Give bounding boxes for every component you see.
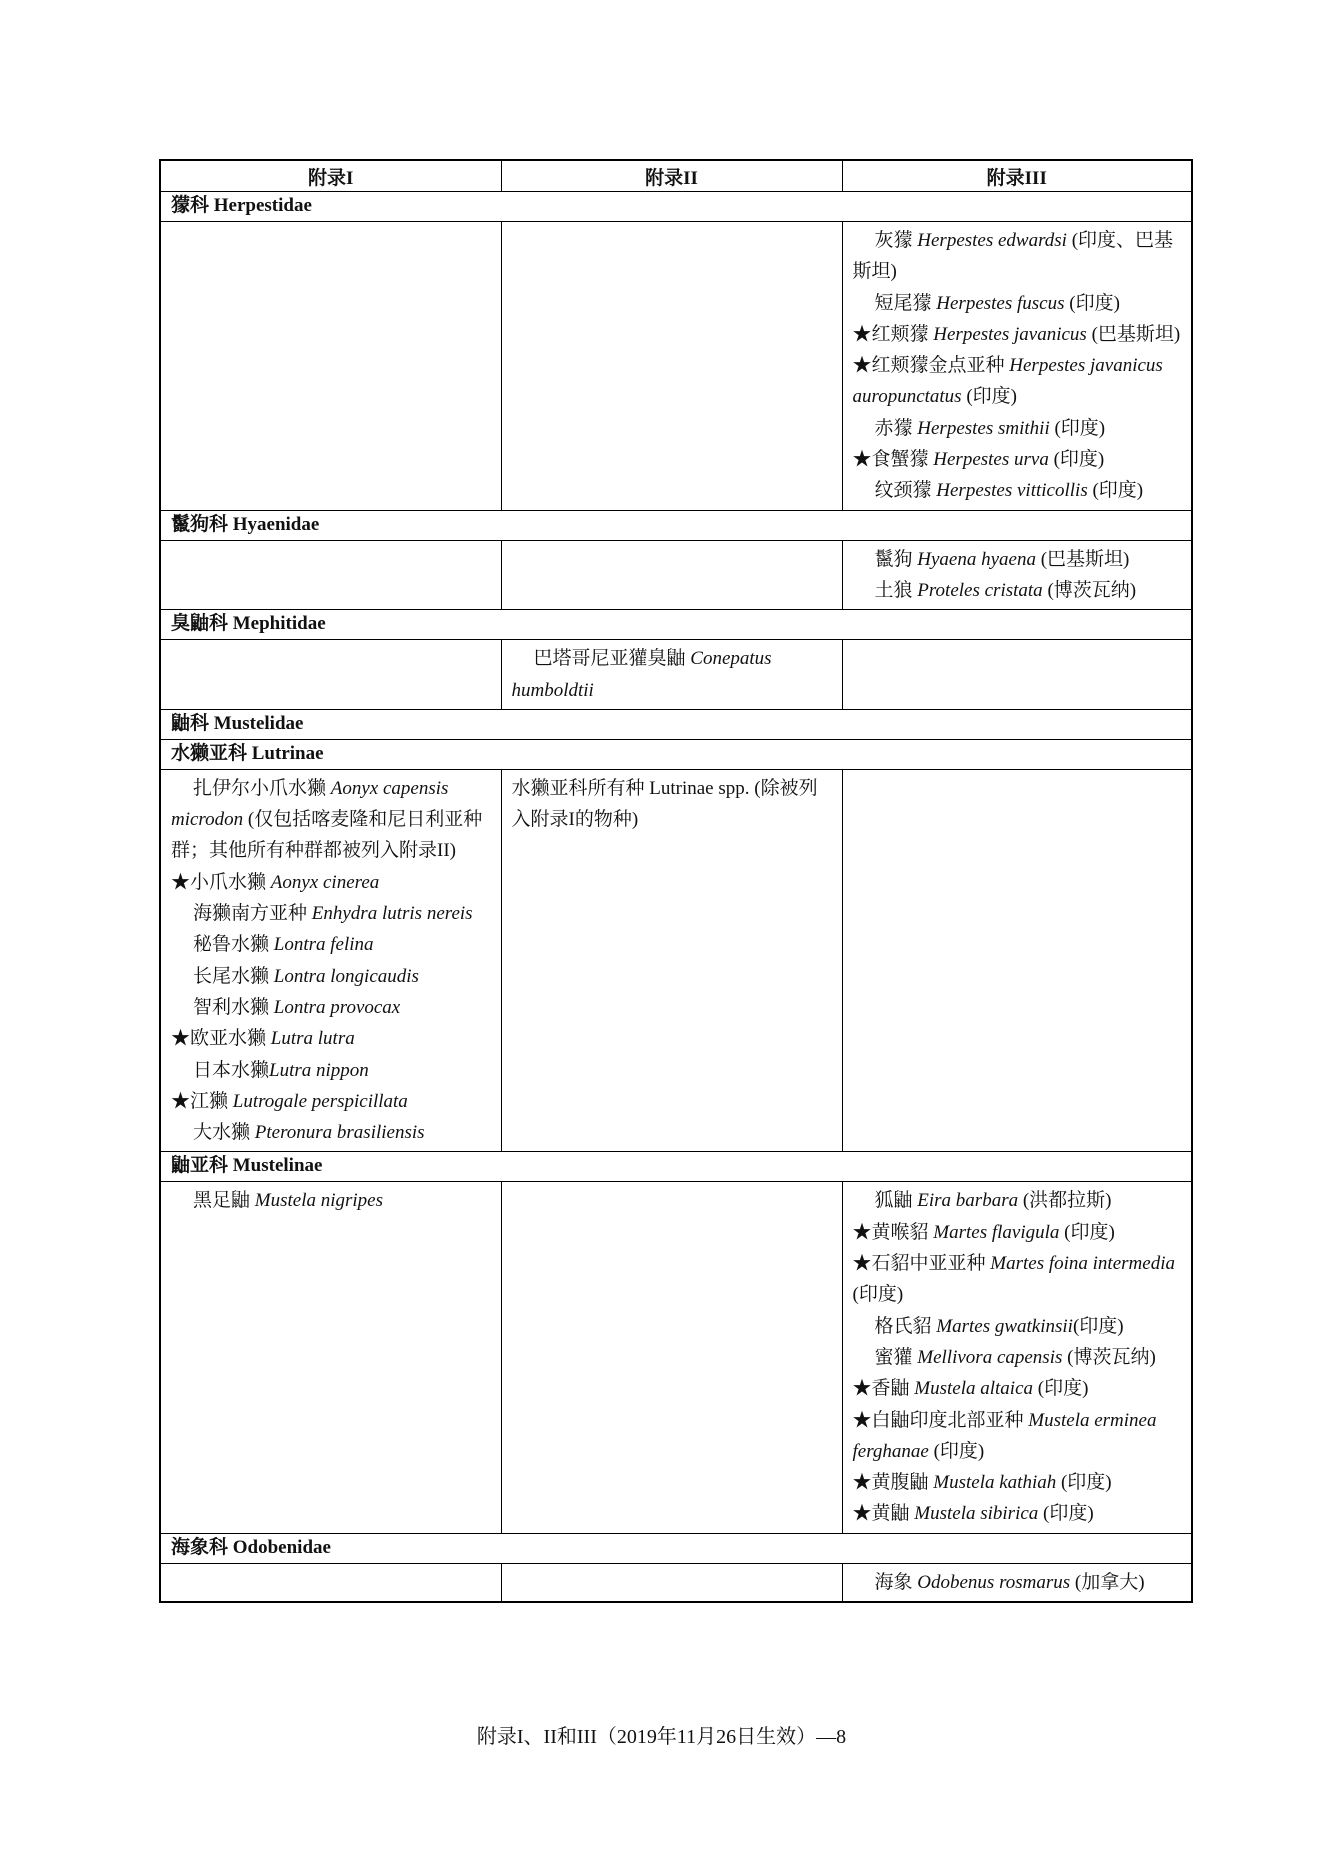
header-row xyxy=(160,160,1192,192)
species-entry xyxy=(171,898,491,929)
species-note: (印度) xyxy=(1033,1378,1089,1400)
species-scientific-name: Martes flavigula xyxy=(933,1221,1060,1243)
species-scientific-name: Aonyx cinerea xyxy=(270,871,380,893)
species-entry xyxy=(171,1055,491,1086)
species-entry xyxy=(171,867,491,898)
subfamily-lutrinae-row xyxy=(160,739,1192,769)
species-scientific-name: Lutrogale perspicillata xyxy=(232,1090,408,1112)
species-scientific-name: Odobenus rosmarus xyxy=(917,1571,1071,1593)
species-note: (巴基斯坦) xyxy=(1035,548,1130,570)
species-entry xyxy=(853,319,1182,350)
species-entry xyxy=(853,575,1182,606)
species-scientific-name: Mellivora capensis xyxy=(917,1346,1063,1368)
species-entry xyxy=(171,1086,491,1117)
species-common-name: 黑足鼬 xyxy=(193,1190,255,1212)
species-entry xyxy=(171,992,491,1023)
species-row xyxy=(160,222,1192,511)
species-note: (印度) xyxy=(1072,1315,1124,1337)
appendix-ii-cell xyxy=(501,640,842,710)
species-scientific-name: Eira barbara xyxy=(917,1190,1019,1212)
species-entry xyxy=(853,1498,1182,1529)
appendix-i-cell xyxy=(160,1563,501,1602)
header-appendix-ii: 附录II xyxy=(501,160,842,192)
appendix-i-cell xyxy=(160,1182,501,1533)
species-common-name: 智利水獭 xyxy=(193,996,274,1018)
species-note: (印度) xyxy=(1056,1472,1112,1494)
taxon-heading: 鼬亚科 Mustelinae xyxy=(160,1152,1192,1182)
species-entry xyxy=(853,413,1182,444)
species-scientific-name: Lutra nippon xyxy=(269,1059,369,1081)
species-common-name: 格氏貂 xyxy=(874,1315,937,1337)
species-entry xyxy=(853,225,1182,288)
species-entry xyxy=(853,1311,1182,1342)
species-entry xyxy=(853,544,1182,575)
species-row xyxy=(160,1182,1192,1533)
species-note: (印度、巴基斯坦) xyxy=(852,230,1174,283)
species-common-name: ★红颊獴 xyxy=(852,323,934,345)
species-scientific-name: Enhydra lutris nereis xyxy=(311,903,473,925)
species-entry xyxy=(853,1373,1182,1404)
species-entry xyxy=(853,1217,1182,1248)
species-scientific-name: Herpestes smithii xyxy=(917,417,1050,439)
species-note: (印度) xyxy=(1049,417,1106,439)
family-herpestidae-row xyxy=(160,192,1192,222)
species-note: (印度) xyxy=(961,386,1017,408)
species-entry xyxy=(171,1023,491,1054)
taxon-heading: 鼬科 Mustelidae xyxy=(160,709,1192,739)
appendix-i-cell xyxy=(160,540,501,610)
species-entry xyxy=(853,475,1182,506)
appendix-iii-cell xyxy=(842,640,1192,710)
species-note: (洪都拉斯) xyxy=(1018,1190,1112,1212)
species-entry xyxy=(853,444,1182,475)
taxon-heading: 水獭亚科 Lutrinae xyxy=(160,739,1192,769)
species-common-name: 赤獴 xyxy=(874,417,918,439)
species-common-name: 灰獴 xyxy=(874,230,918,251)
cites-appendix-table xyxy=(159,159,1193,1603)
species-common-name: ★黄腹鼬 xyxy=(852,1472,934,1494)
species-scientific-name: Mustela erminea ferghanae xyxy=(852,1409,1157,1462)
species-entry xyxy=(171,929,491,960)
species-row xyxy=(160,769,1192,1152)
species-scientific-name: Lontra felina xyxy=(273,934,374,956)
subfamily-mustelinae-row xyxy=(160,1152,1192,1182)
species-common-name: ★食蟹獴 xyxy=(852,449,934,471)
species-note: (印度) xyxy=(1048,449,1105,471)
family-mustelidae-row xyxy=(160,709,1192,739)
appendix-ii-cell xyxy=(501,222,842,511)
species-scientific-name: Lontra provocax xyxy=(273,996,401,1018)
species-common-name: ★白鼬印度北部亚种 xyxy=(852,1409,1029,1431)
species-note: (巴基斯坦) xyxy=(1086,323,1181,345)
species-note: (印度) xyxy=(1038,1503,1094,1525)
species-common-name: 海獭南方亚种 xyxy=(193,903,312,925)
species-scientific-name: Herpestes javanicus xyxy=(933,323,1087,345)
species-entry xyxy=(171,1117,491,1148)
taxon-heading: 鬣狗科 Hyaenidae xyxy=(160,510,1192,540)
species-common-name: 短尾獴 xyxy=(874,292,937,314)
species-common-name: 狐鼬 xyxy=(874,1190,918,1212)
species-row xyxy=(160,540,1192,610)
species-entry xyxy=(171,773,491,867)
species-entry xyxy=(171,961,491,992)
species-common-name: ★小爪水獭 xyxy=(171,871,271,893)
appendix-i-cell xyxy=(160,769,501,1152)
species-common-name: ★欧亚水獭 xyxy=(171,1028,271,1050)
family-hyaenidae-row xyxy=(160,510,1192,540)
species-common-name: 大水獭 xyxy=(193,1122,255,1144)
species-note: (印度) xyxy=(1087,480,1144,502)
species-common-name: ★黄鼬 xyxy=(852,1503,915,1525)
species-note: (加拿大) xyxy=(1070,1571,1145,1593)
species-entry xyxy=(853,1567,1182,1598)
header-appendix-iii: 附录III xyxy=(842,160,1192,192)
species-entry xyxy=(512,643,832,706)
species-common-name: ★香鼬 xyxy=(852,1378,915,1400)
species-common-name: 蜜獾 xyxy=(874,1346,918,1368)
species-scientific-name: Mustela altaica xyxy=(914,1378,1033,1400)
species-note: (博茨瓦纳) xyxy=(1042,579,1137,601)
appendix-ii-cell xyxy=(501,1182,842,1533)
table-body xyxy=(160,192,1192,1602)
appendix-iii-cell xyxy=(842,1563,1192,1602)
species-scientific-name: Hyaena hyaena xyxy=(917,548,1036,570)
species-row xyxy=(160,640,1192,710)
species-note: (印度) xyxy=(1064,292,1120,314)
appendix-i-cell xyxy=(160,222,501,511)
species-common-name: 扎伊尔小爪水獭 xyxy=(193,777,331,799)
species-scientific-name: Aonyx capensis microdon xyxy=(171,777,449,831)
taxon-heading: 獴科 Herpestidae xyxy=(160,192,1192,222)
species-common-name: ★江獭 xyxy=(171,1090,233,1112)
appendix-iii-cell xyxy=(842,222,1192,511)
species-common-name: 海象 xyxy=(874,1571,918,1593)
species-common-name: 鬣狗 xyxy=(874,548,918,570)
species-note: (博茨瓦纳) xyxy=(1062,1346,1156,1368)
species-scientific-name: Herpestes javanicus auropunctatus xyxy=(852,355,1163,408)
species-scientific-name: Mustela kathiah xyxy=(933,1472,1057,1494)
species-scientific-name: Herpestes fuscus xyxy=(936,292,1065,314)
species-entry xyxy=(512,773,832,836)
species-entry xyxy=(853,1185,1182,1216)
species-note: (印度) xyxy=(852,1284,904,1306)
species-entry xyxy=(171,1185,491,1216)
species-scientific-name: Herpestes urva xyxy=(933,449,1049,471)
family-odobenidae-row xyxy=(160,1533,1192,1563)
species-entry xyxy=(853,1405,1182,1468)
species-common-name: 纹颈獴 xyxy=(874,480,937,502)
species-common-name: 秘鲁水獭 xyxy=(193,934,274,956)
header-appendix-i: 附录I xyxy=(160,160,501,192)
species-entry xyxy=(853,288,1182,319)
species-note: (印度) xyxy=(1059,1221,1115,1243)
species-note: (印度) xyxy=(928,1440,985,1462)
species-common-name: ★黄喉貂 xyxy=(852,1221,934,1243)
species-common-name: 长尾水獭 xyxy=(193,965,274,987)
species-entry xyxy=(853,350,1182,413)
species-common-name: ★红颊獴金点亚种 xyxy=(852,355,1010,377)
species-common-name: 水獭亚科所有种 Lutrinae spp. (除被列入附录I的物种) xyxy=(511,777,818,831)
species-entry xyxy=(853,1467,1182,1498)
species-scientific-name: Lutra lutra xyxy=(270,1028,355,1050)
species-scientific-name: Herpestes edwardsi xyxy=(917,230,1067,251)
taxon-heading: 海象科 Odobenidae xyxy=(160,1533,1192,1563)
species-scientific-name: Mustela nigripes xyxy=(254,1190,384,1212)
species-common-name: ★石貂中亚亚种 xyxy=(852,1253,991,1275)
page-footer: 附录I、II和III（2019年11月26日生效）—8 xyxy=(476,1726,847,1748)
family-mephitidae-row xyxy=(160,610,1192,640)
species-row xyxy=(160,1563,1192,1602)
table-header xyxy=(160,160,1192,192)
appendix-ii-cell xyxy=(501,1563,842,1602)
taxon-heading: 臭鼬科 Mephitidae xyxy=(160,610,1192,640)
species-scientific-name: Mustela sibirica xyxy=(914,1503,1039,1525)
species-scientific-name: Pteronura brasiliensis xyxy=(254,1122,425,1144)
species-common-name: 土狼 xyxy=(874,579,918,601)
species-scientific-name: Conepatus humboldtii xyxy=(511,648,772,701)
species-scientific-name: Lontra longicaudis xyxy=(273,965,419,987)
species-scientific-name: Proteles cristata xyxy=(917,579,1043,601)
appendix-iii-cell xyxy=(842,769,1192,1152)
appendix-iii-cell xyxy=(842,540,1192,610)
species-scientific-name: Martes gwatkinsii xyxy=(936,1315,1073,1337)
species-entry xyxy=(853,1248,1182,1311)
species-common-name: 日本水獭 xyxy=(193,1059,270,1081)
species-note: (仅包括喀麦隆和尼日利亚种群；其他所有种群都被列入附录II) xyxy=(171,809,483,862)
species-entry xyxy=(853,1342,1182,1373)
species-common-name: 巴塔哥尼亚獾臭鼬 xyxy=(533,648,691,670)
appendix-iii-cell xyxy=(842,1182,1192,1533)
appendix-ii-cell xyxy=(501,540,842,610)
species-scientific-name: Martes foina intermedia xyxy=(990,1253,1175,1275)
appendix-i-cell xyxy=(160,640,501,710)
appendix-ii-cell xyxy=(501,769,842,1152)
species-scientific-name: Herpestes vitticollis xyxy=(936,480,1088,502)
